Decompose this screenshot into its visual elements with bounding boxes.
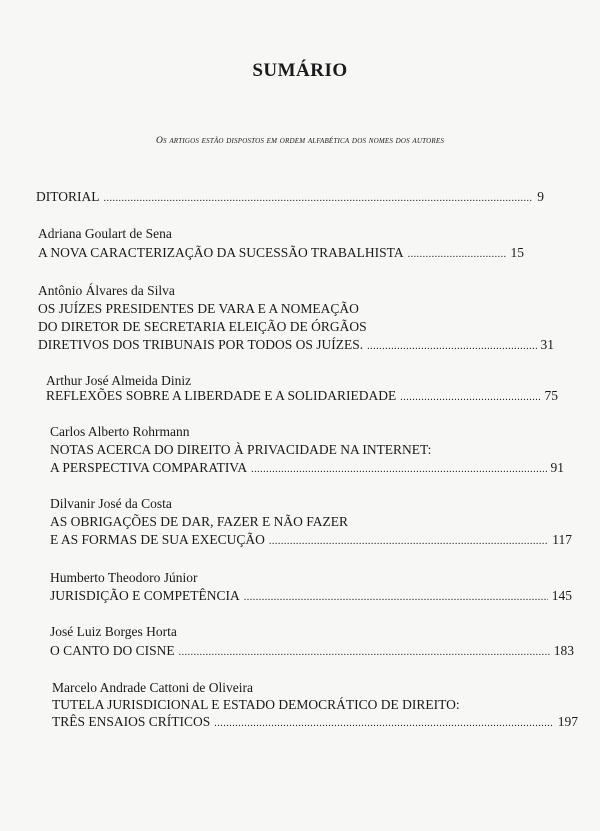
dot-leader <box>104 193 534 204</box>
page-number: 75 <box>544 388 558 403</box>
page-title: SUMÁRIO <box>252 60 348 81</box>
page-number: 117 <box>552 532 572 547</box>
toc-title-line <box>38 337 554 353</box>
page-number: 183 <box>553 643 574 658</box>
toc-author: Adriana Goulart de Sena <box>38 226 172 241</box>
page-number: 15 <box>510 245 524 260</box>
toc-author: Carlos Alberto Rohrmann <box>50 424 190 439</box>
page-number: 9 <box>537 189 544 204</box>
toc-title-line <box>38 319 367 335</box>
dot-leader <box>400 392 540 403</box>
toc-author: Arthur José Almeida Diniz <box>46 373 192 388</box>
toc-title-line <box>50 460 564 476</box>
dot-leader <box>367 341 536 352</box>
toc-title-line <box>50 514 348 530</box>
dot-leader <box>269 536 548 547</box>
toc-author: Marcelo Andrade Cattoni de Oliveira <box>52 680 253 695</box>
toc-title-text: AS OBRIGAÇÕES DE DAR, FAZER E NÃO FAZER <box>50 514 349 529</box>
toc-title-line <box>50 643 574 659</box>
toc-title-text: A NOVA CARACTERIZAÇÃO DA SUCESSÃO TRABALHISTA <box>38 245 404 260</box>
toc-title-text: REFLEXÕES SOBRE A LIBERDADE E A SOLIDARIEDADE <box>46 388 397 403</box>
toc-title-text: O CANTO DO CISNE <box>50 643 175 658</box>
toc-title-text: JURISDIÇÃO E COMPETÊNCIA <box>50 588 240 603</box>
toc-title-text: OS JUÍZES PRESIDENTES DE VARA E A NOMEAÇÃO <box>38 301 359 316</box>
toc-title-text: NOTAS ACERCA DO DIREITO À PRIVACIDADE NA INTERNET: <box>50 442 432 457</box>
dot-leader <box>214 718 553 729</box>
toc-title-line <box>50 532 572 548</box>
toc-title-line <box>38 245 524 261</box>
page-number: 31 <box>540 337 554 352</box>
toc-author: Humberto Theodoro Júnior <box>50 570 198 585</box>
page-number: 91 <box>550 460 564 475</box>
toc-author: José Luiz Borges Horta <box>50 624 177 639</box>
toc-title-line <box>52 714 578 730</box>
toc-title-text: E AS FORMAS DE SUA EXECUÇÃO <box>50 532 265 547</box>
toc-author: Dilvanir José da Costa <box>50 496 172 511</box>
page-subtitle: Os artigos estão dispostos em ordem alfabética dos nomes dos autores <box>155 136 445 146</box>
toc-title-text: DO DIRETOR DE SECRETARIA ELEIÇÃO DE ÓRGÃOS <box>38 319 367 334</box>
page-number: 145 <box>551 588 572 603</box>
toc-title-line <box>46 388 558 404</box>
toc-title-line <box>36 189 544 205</box>
toc-title-line <box>38 301 359 317</box>
dot-leader <box>179 647 550 658</box>
dot-leader <box>244 592 548 603</box>
toc-title-text: DITORIAL <box>36 189 100 204</box>
page-number: 197 <box>557 714 578 729</box>
toc-author: Antônio Álvares da Silva <box>38 283 175 298</box>
toc-title-text: A PERSPECTIVA COMPARATIVA <box>50 460 248 475</box>
toc-title-text: DIRETIVOS DOS TRIBUNAIS POR TODOS OS JUÍZES. <box>38 337 364 352</box>
toc-title-line <box>50 442 431 458</box>
toc-title-text: TUTELA JURISDICIONAL E ESTADO DEMOCRÁTICO DE DIREITO: <box>52 697 460 712</box>
dot-leader <box>408 249 507 260</box>
toc-title-line <box>50 588 572 604</box>
dot-leader <box>251 464 546 475</box>
toc-title-line <box>52 697 460 713</box>
toc-title-text: TRÊS ENSAIOS CRÍTICOS <box>52 714 211 729</box>
